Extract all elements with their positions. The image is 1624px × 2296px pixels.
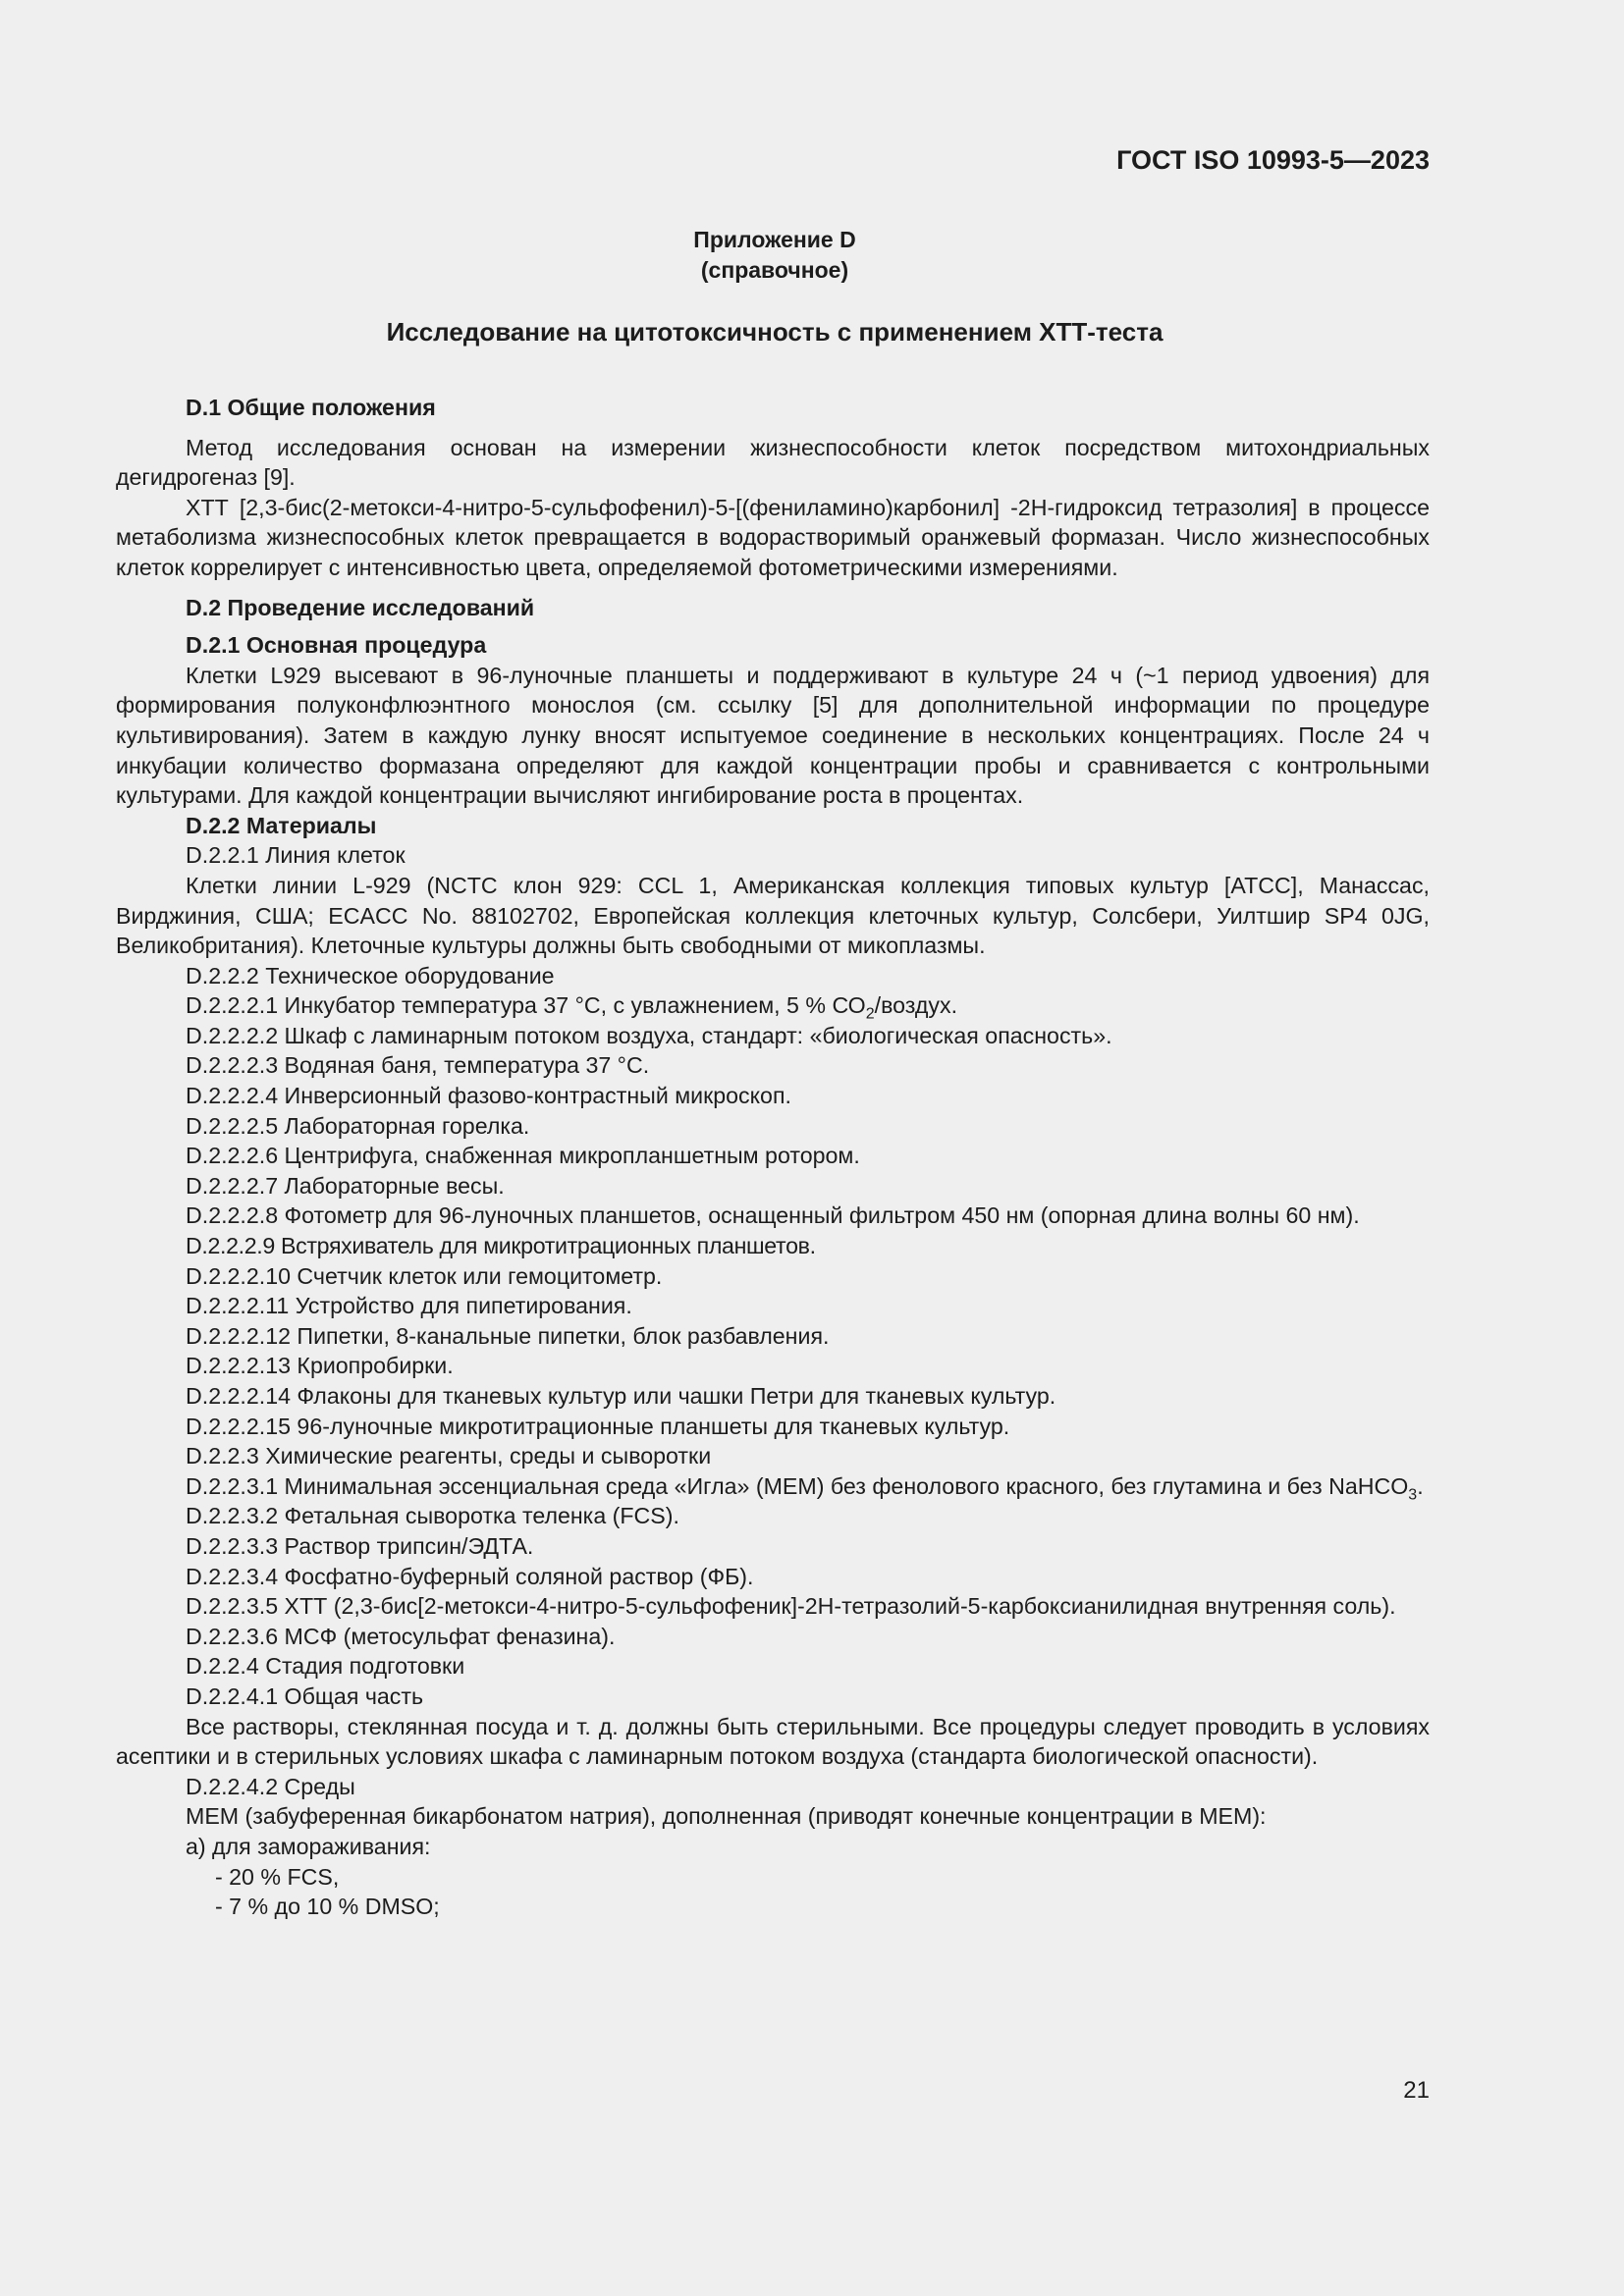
list-item: - 7 % до 10 % DMSO;	[215, 1894, 440, 1920]
list-item: D.2.2.2.14 Флаконы для тканевых культур или чашки Петри для тканевых культур.	[186, 1383, 1056, 1409]
section-heading-d2: D.2 Проведение исследований	[186, 594, 535, 620]
list-item: D.2.2.2.3 Водяная баня, температура 37 °С.	[186, 1052, 650, 1079]
list-item: D.2.2.2.8 Фотометр для 96-луночных планшетов, оснащенный фильтром 450 нм (опорная длина волны 60 нм).	[186, 1202, 1360, 1229]
list-item: D.2.2.2.1 Инкубатор температура 37 °С, с увлажнением, 5 % $СО_2$/воздух.	[186, 992, 958, 1023]
list-item: D.2.2.2.6 Центрифуга, снабженная микропланшетным ротором.	[186, 1143, 860, 1169]
appendix-heading	[0, 225, 1549, 286]
document-body	[116, 393, 1430, 1922]
list-item: D.2.2.2.2 Шкаф с ламинарным потоком воздуха, стандарт: «биологическая опасность».	[186, 1022, 1112, 1048]
subsection-heading: D.2.2.3 Химические реагенты, среды и сыворотки	[186, 1443, 712, 1469]
subsection-heading: D.2.2.4.2 Среды	[186, 1773, 355, 1799]
list-item: - 20 % FCS,	[215, 1863, 340, 1890]
list-item: D.2.2.3.1 Минимальная эссенциальная среда «Игла» (МЕМ) без фенолового красного, без глутамина и без NaHCO$_3$.	[186, 1472, 1424, 1504]
paragraph: Все растворы, стеклянная посуда и т. д. должны быть стерильными. Все процедуры следует проводить в условиях асептики и в стерильных условиях шкафа с ламинарным потоком воздуха (стандарта биологической опасности).	[116, 1713, 1430, 1770]
list-item: D.2.2.3.3 Раствор трипсин/ЭДТА.	[186, 1532, 534, 1559]
paragraph: ХТТ [2,3-бис(2-метокси-4-нитро-5-сульфофенил)-5-[(фениламино)карбонил] -2Н-гидроксид тетразолия] в процессе метаболизма жизнеспособных клеток превращается в водорастворимый оранжевый формазан. Число жизнеспособных клеток коррелирует с интенсивностью цвета, определяемой фотометрическими измерениями.	[116, 494, 1430, 580]
appendix-label: Приложение D	[693, 227, 856, 252]
list-item: а) для замораживания:	[186, 1833, 431, 1859]
subsection-heading: D.2.2.1 Линия клеток	[186, 842, 406, 869]
document-code: ГОСТ ISO 10993-5—2023	[1116, 145, 1430, 175]
list-item: D.2.2.3.5 ХТТ (2,3-бис[2-метокси-4-нитро-5-сульфофеник]-2Н-тетразолий-5-карбоксианилидная внутренняя соль).	[186, 1593, 1396, 1620]
list-item: D.2.2.2.7 Лабораторные весы.	[186, 1172, 505, 1199]
list-item: D.2.2.2.12 Пипетки, 8-канальные пипетки, блок разбавления.	[186, 1322, 830, 1349]
subsection-heading: D.2.2.4.1 Общая часть	[186, 1682, 424, 1709]
subsection-heading: D.2.2.2 Техническое оборудование	[186, 962, 555, 988]
list-item: D.2.2.3.2 Фетальная сыворотка теленка (FCS).	[186, 1503, 679, 1529]
list-item: D.2.2.2.15 96-луночные микротитрационные планшеты для тканевых культур.	[186, 1413, 1010, 1439]
list-item: D.2.2.2.11 Устройство для пипетирования.	[186, 1293, 632, 1319]
list-item: D.2.2.3.6 МСФ (метосульфат феназина).	[186, 1623, 616, 1649]
list-item: D.2.2.3.4 Фосфатно-буферный соляной раствор (ФБ).	[186, 1563, 754, 1589]
paragraph: Метод исследования основан на измерении жизнеспособности клеток посредством митохондриальных дегидрогеназ [9].	[116, 434, 1430, 491]
section-heading-d1: D.1 Общие положения	[186, 395, 436, 420]
list-item: D.2.2.2.13 Криопробирки.	[186, 1353, 454, 1379]
paragraph: Клетки линии L-929 (NCTC клон 929: CCL 1, Американская коллекция типовых культур [ATCC], Манассас, Вирджиния, США; ECACC No. 88102702, Европейская коллекция клеточных культур, Солсбери, Уилтшир SP4 0JG, Великобритания). Клеточные культуры должны быть свободными от микоплазмы.	[116, 872, 1430, 959]
appendix-type: (справочное)	[700, 257, 849, 283]
section-heading-d22: D.2.2 Материалы	[186, 812, 377, 838]
paragraph: Клетки L929 высевают в 96-луночные планшеты и поддерживают в культуре 24 ч (~1 период удвоения) для формирования полуконфлюэнтного монослоя (см. ссылку [5] для дополнительной информации по процедуре культивирования). Затем в каждую лунку вносят испытуемое соединение в нескольких концентрациях. После 24 ч инкубации количество формазана определяют для каждой концентрации пробы и сравнивается с контрольными культурами. Для каждой концентрации вычисляют ингибирование роста в процентах.	[116, 662, 1430, 809]
section-heading-d21: D.2.1 Основная процедура	[186, 632, 487, 659]
page-number: 21	[1403, 2077, 1430, 2104]
page-title: Исследование на цитотоксичность с применением ХТТ-теста	[386, 317, 1164, 347]
subsection-heading: D.2.2.4 Стадия подготовки	[186, 1653, 465, 1680]
list-item: D.2.2.2.10 Счетчик клеток или гемоцитометр.	[186, 1262, 663, 1289]
list-item: D.2.2.2.5 Лабораторная горелка.	[186, 1112, 530, 1139]
list-item: D.2.2.2.4 Инверсионный фазово-контрастный микроскоп.	[186, 1083, 791, 1109]
list-item: D.2.2.2.9 Встряхиватель для микротитрационных планшетов.	[186, 1233, 816, 1259]
paragraph: МЕМ (забуференная бикарбонатом натрия), дополненная (приводят конечные концентрации в МЕМ):	[186, 1803, 1267, 1830]
